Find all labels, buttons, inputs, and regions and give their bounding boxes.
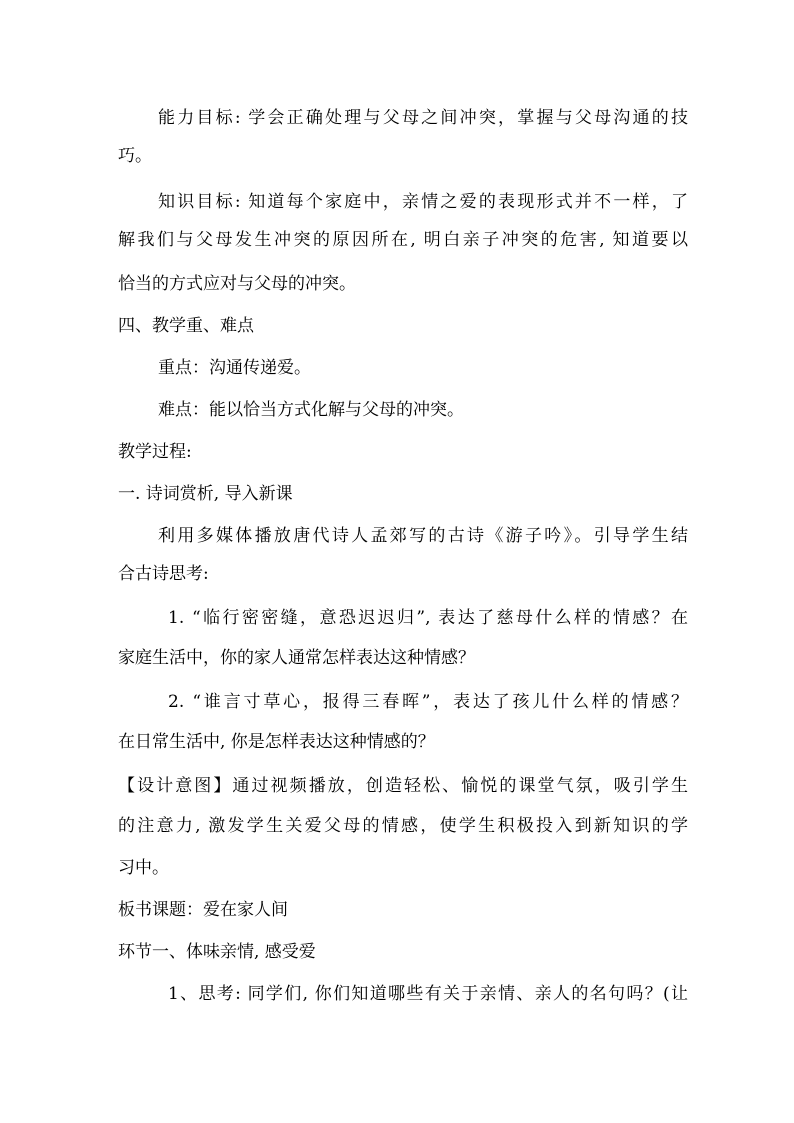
question-two-line-1: 2. “谁言寸草心，报得三春晖”，表达了孩儿什么样的情感？: [168, 692, 688, 712]
knowledge-goal-line-2: 解我们与父母发生冲突的原因所在, 明白亲子冲突的危害, 知道要以: [118, 230, 688, 250]
teaching-process-heading: 教学过程:: [118, 442, 192, 462]
ability-goal-line-2: 巧。: [118, 146, 152, 166]
design-intent-line-2: 的注意力, 激发学生关爱父母的情感，使学生积极投入到新知识的学: [118, 816, 688, 836]
question-one-line-1: 1. “临行密密缝，意恐迟迟归”, 表达了慈母什么样的情感？在: [168, 608, 688, 628]
segment-one-heading: 环节一、体味亲情, 感受爱: [118, 942, 316, 962]
board-title-line: 板书课题：爱在家人间: [118, 900, 288, 920]
multimedia-line-1: 利用多媒体播放唐代诗人孟郊写的古诗《游子吟》。引导学生结: [158, 526, 688, 546]
question-two-line-2: 在日常生活中, 你是怎样表达这种情感的？: [118, 732, 435, 752]
multimedia-line-2: 合古诗思考:: [118, 564, 209, 584]
design-intent-line-1: 【设计意图】通过视频播放，创造轻松、愉悦的课堂气氛，吸引学生: [118, 776, 688, 796]
knowledge-goal-line-3: 恰当的方式应对与父母的冲突。: [118, 274, 356, 294]
design-intent-line-3: 习中。: [118, 858, 169, 878]
question-one-line-2: 家庭生活中，你的家人通常怎样表达这种情感？: [118, 648, 475, 668]
think-question-line: 1、思考: 同学们, 你们知道哪些有关于亲情、亲人的名句吗？(让: [168, 984, 688, 1004]
ability-goal-line-1: 能力目标: 学会正确处理与父母之间冲突，掌握与父母沟通的技: [158, 108, 688, 128]
step-one-heading: 一. 诗词赏析, 导入新课: [118, 484, 293, 504]
difficulty-line: 难点：能以恰当方式化解与父母的冲突。: [158, 400, 464, 420]
key-point-line: 重点：沟通传递爱。: [158, 358, 311, 378]
section-heading-key-points: 四、教学重、难点: [118, 316, 254, 336]
knowledge-goal-line-1: 知识目标: 知道每个家庭中，亲情之爱的表现形式并不一样，了: [158, 192, 688, 212]
